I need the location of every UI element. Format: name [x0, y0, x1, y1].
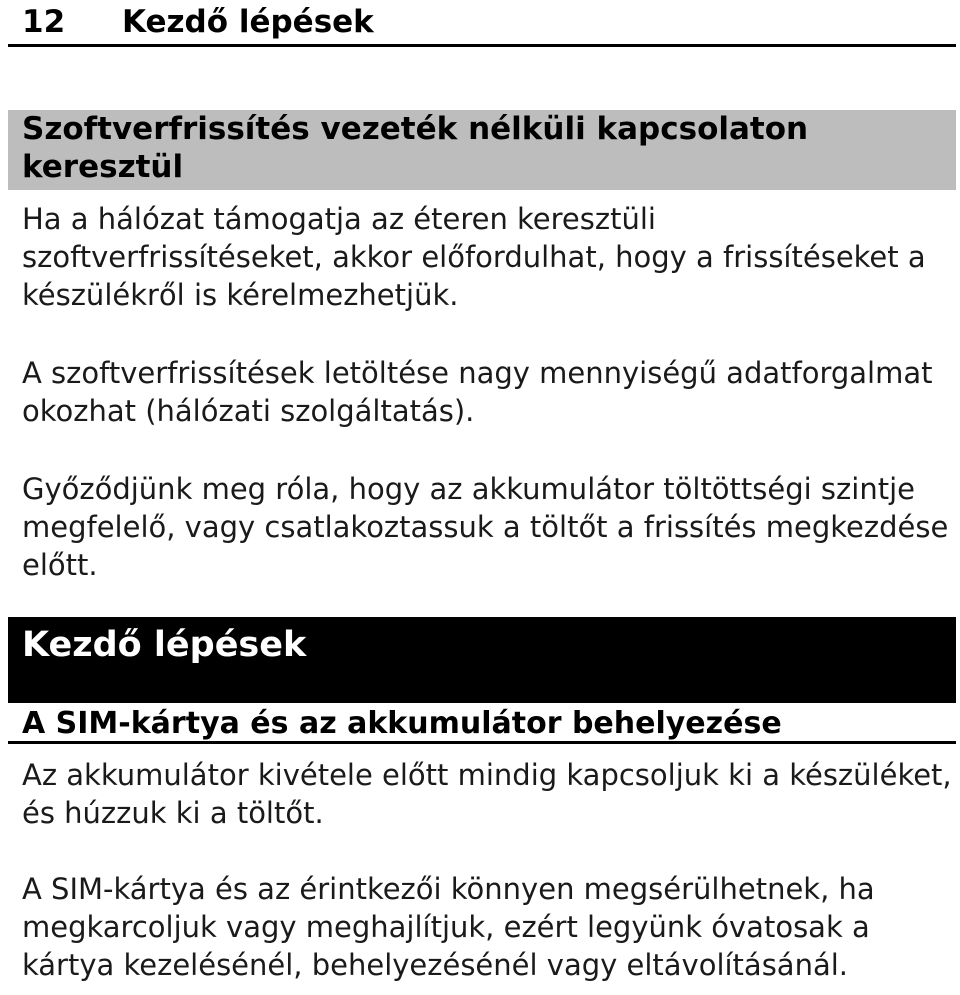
subsection-paragraph-1: Az akkumulátor kivétele előtt mindig kapcsoljuk ki a készüléket, és húzzuk ki a töltőt.	[22, 758, 952, 830]
chapter-title-bar: Kezdő lépések	[8, 617, 956, 703]
section-paragraph-3: Győződjünk meg róla, hogy az akkumulátor töltöttségi szintje megfelelő, vagy csatlakoztassuk a töltőt a frissítés megkezdése előtt.	[22, 472, 949, 582]
subsection-heading: A SIM-kártya és az akkumulátor behelyezése	[8, 706, 956, 744]
subsection-paragraph-2: A SIM-kártya és az érintkezői könnyen megsérülhetnek, ha megkarcoljuk vagy meghajlítjuk, ezért legyünk óvatosak a kártya kezelésénél, behelyezésénél vagy eltávolításánál.	[22, 872, 875, 982]
page-number: 12	[22, 4, 66, 40]
page-header	[8, 0, 956, 47]
running-title: Kezdő lépések	[122, 4, 374, 40]
section-paragraph-1: Ha a hálózat támogatja az éteren keresztüli szoftverfrissítéseket, akkor előfordulhat, hogy a frissítéseket a készülékről is kérelmezhetjük.	[22, 202, 926, 312]
section-paragraph-2: A szoftverfrissítések letöltése nagy mennyiségű adatforgalmat okozhat (hálózati szolgáltatás).	[22, 356, 933, 428]
section-heading: Szoftverfrissítés vezeték nélküli kapcsolaton keresztül	[8, 110, 956, 190]
